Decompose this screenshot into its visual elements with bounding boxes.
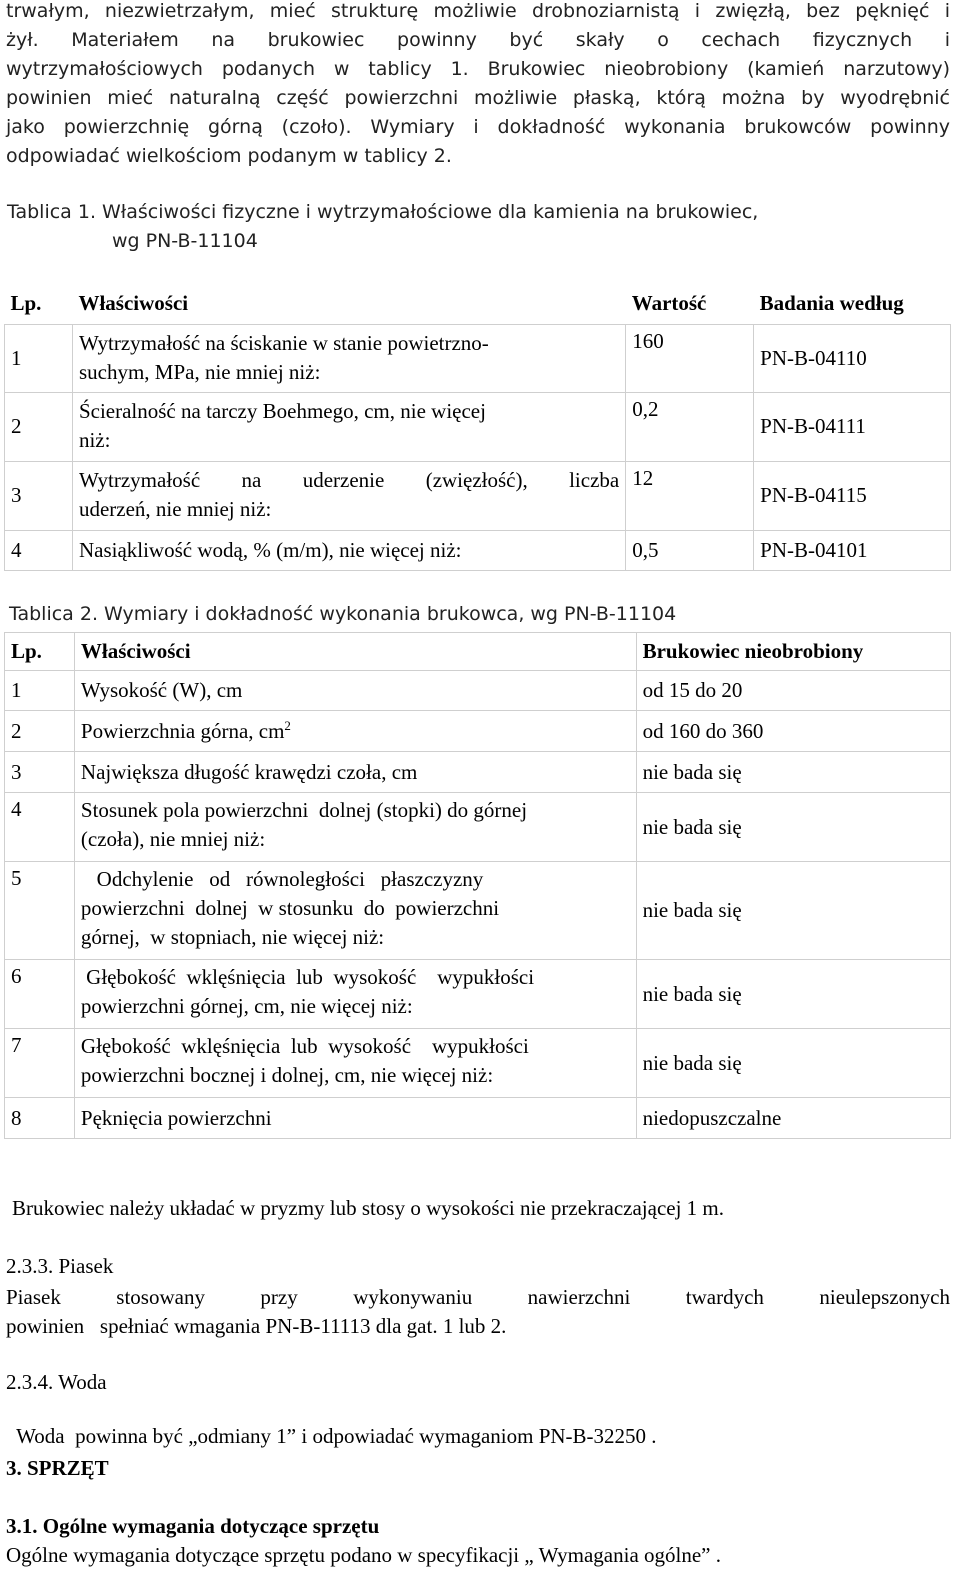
table2-header-row: [5, 633, 951, 671]
table1-norm: PN-B-04115: [754, 461, 951, 530]
table-row: [5, 960, 951, 1029]
sand-line: powinien spełniać wmagania PN-B-11113 dla gat. 1 lub 2.: [6, 1314, 507, 1338]
table-row: [5, 752, 951, 793]
table1-caption-line2: wg PN-B-11104: [112, 230, 258, 252]
table-row: [5, 711, 951, 752]
table2-lp: 5: [5, 862, 75, 960]
table1-prop: [72, 461, 625, 530]
sand-line: Piasek stosowany przy wykonywaniu nawierzchni twardych nieulepszonych: [6, 1285, 950, 1309]
table1-prop-line: uderzeń, nie mniej niż:: [78, 496, 272, 521]
table-row: [5, 862, 951, 960]
table2-value: od 160 do 360: [636, 711, 950, 752]
equipment-text: Ogólne wymagania dotyczące sprzętu podano w specyfikacji „ Wymagania ogólne” .: [6, 1543, 721, 1567]
stacking-note-text: Brukowiec należy układać w pryzmy lub stosy o wysokości nie przekraczającej 1 m.: [12, 1196, 725, 1220]
table2-prop-text: Powierzchnia górna, cm: [80, 718, 285, 743]
table2-header-lp: Lp.: [5, 633, 75, 671]
table2-value: nie bada się: [636, 1029, 950, 1098]
water-heading-text: 2.3.4. Woda: [6, 1370, 107, 1394]
table-row: [5, 671, 951, 711]
intro-line: wytrzymałościowych podanych w tablicy 1. Brukowiec nieobrobiony (kamień narzutowy): [6, 58, 950, 80]
table2-prop-line: Głębokość wklęśnięcia lub wysokość wypukłości: [80, 965, 535, 989]
table1-lp: 2: [5, 392, 73, 461]
table2-lp: 6: [5, 960, 75, 1029]
table1-norm: PN-B-04111: [754, 392, 951, 461]
table2-prop: Pęknięcia powierzchni: [74, 1098, 636, 1139]
equipment-paragraph: [6, 1543, 721, 1568]
table2-value: od 15 do 20: [636, 671, 950, 711]
table1-prop: Nasiąkliwość wodą, % (m/m), nie więcej niż:: [72, 530, 625, 570]
table2: [4, 632, 951, 1139]
table2-prop-line: Odchylenie od równoległości płaszczyzny: [80, 867, 484, 891]
table1-prop-line: Wytrzymałość na ściskanie w stanie powietrzno-: [78, 330, 489, 355]
table2-lp: 3: [5, 752, 75, 793]
table2-prop-line: powierzchni górnej, cm, nie więcej niż:: [80, 994, 413, 1018]
table2-prop-line: Głębokość wklęśnięcia lub wysokość wypukłości: [80, 1034, 529, 1058]
intro-line: powinien mieć naturalną część powierzchni możliwie płaską, którą można by wyodrębnić: [6, 87, 950, 109]
table1-norm: PN-B-04101: [754, 530, 951, 570]
table1-prop-line: Wytrzymałość na uderzenie (zwięzłość), liczba: [78, 467, 620, 492]
table2-header-value: Brukowiec nieobrobiony: [636, 633, 950, 671]
stacking-note: [12, 1196, 724, 1221]
table2-lp: 1: [5, 671, 75, 711]
table2-prop-line: powierzchni bocznej i dolnej, cm, nie więcej niż:: [80, 1063, 494, 1087]
table2-prop: [74, 862, 636, 960]
table1-value: 0,5: [626, 530, 754, 570]
sand-paragraph: [6, 1283, 950, 1341]
table1-caption-line1: Tablica 1. Właściwości fizyczne i wytrzymałościowe dla kamienia na brukowiec,: [7, 201, 759, 223]
table2-prop: [74, 793, 636, 862]
table1-header-prop: Właściwości: [78, 291, 189, 315]
table2-prop-line: Stosunek pola powierzchni dolnej (stopki) do górnej: [80, 798, 528, 822]
intro-line: jako powierzchnię górną (czoło). Wymiary i dokładność wykonania brukowców powinny: [6, 116, 950, 138]
table1-header-norm: Badania według: [759, 291, 904, 315]
table2-value: nie bada się: [636, 752, 950, 793]
table1-caption: [7, 201, 758, 223]
table2-prop-line: górnej, w stopniach, nie więcej niż:: [80, 925, 385, 949]
equipment-subheading-text: 3.1. Ogólne wymagania dotyczące sprzętu: [6, 1514, 380, 1538]
intro-line: trwałym, niezwietrzałym, mieć strukturę możliwie drobnoziarnistą i zwięzłą, bez pęknięć i: [6, 0, 950, 22]
table2-lp: 4: [5, 793, 75, 862]
table2-prop-sup: 2: [284, 717, 291, 733]
intro-line: żył. Materiałem na brukowiec powinny być skały o cechach fizycznych i: [6, 29, 950, 51]
table2-prop: Największa długość krawędzi czoła, cm: [74, 752, 636, 793]
intro-line: odpowiadać wielkościom podanym w tablicy 2.: [6, 145, 452, 167]
table1-lp: 4: [5, 530, 73, 570]
table1-value: 0,2: [626, 392, 754, 461]
table1-norm: PN-B-04110: [754, 324, 951, 392]
table1-header-row: [5, 286, 951, 324]
table1: [4, 286, 951, 571]
table-row: [5, 461, 951, 530]
table1-value: 12: [626, 461, 754, 530]
table1-prop: [72, 324, 625, 392]
equipment-heading: [6, 1456, 109, 1481]
equipment-subheading: [6, 1514, 379, 1539]
table-row: [5, 1098, 951, 1139]
table2-prop-line: powierzchni dolnej w stosunku do powierzchni: [80, 896, 500, 920]
table1-prop: [72, 392, 625, 461]
table1-header-value: Wartość: [631, 291, 707, 315]
table1-prop-line: niż:: [78, 427, 111, 452]
water-paragraph: [6, 1399, 657, 1449]
intro-paragraph: [6, 0, 950, 171]
table2-value: nie bada się: [636, 960, 950, 1029]
table1-lp: 3: [5, 461, 73, 530]
table-row: [5, 530, 951, 570]
water-heading: [6, 1370, 107, 1395]
table2-value: nie bada się: [636, 862, 950, 960]
table2-prop-line: (czoła), nie mniej niż:: [80, 827, 266, 851]
table1-prop-line: Ścieralność na tarczy Boehmego, cm, nie więcej: [78, 398, 486, 423]
table-row: [5, 324, 951, 392]
table2-lp: 8: [5, 1098, 75, 1139]
table2-caption-text: Tablica 2. Wymiary i dokładność wykonania brukowca, wg PN-B-11104: [9, 603, 677, 625]
table1-header-lp: Lp.: [10, 291, 42, 315]
sand-heading: [6, 1254, 113, 1279]
table2-lp: 7: [5, 1029, 75, 1098]
table2-lp: 2: [5, 711, 75, 752]
table1-value: 160: [626, 324, 754, 392]
table2-prop: [74, 711, 636, 752]
table2-header-prop: Właściwości: [74, 633, 636, 671]
table-row: [5, 1029, 951, 1098]
table2-caption: [9, 603, 676, 625]
equipment-heading-text: 3. SPRZĘT: [6, 1456, 109, 1480]
water-text: Woda powinna być „odmiany 1” i odpowiadać wymaganiom PN-B-32250 .: [16, 1424, 657, 1448]
table1-lp: 1: [5, 324, 73, 392]
table2-prop: [74, 960, 636, 1029]
sand-heading-text: 2.3.3. Piasek: [6, 1254, 114, 1278]
table-row: [5, 793, 951, 862]
table1-caption-cont: [112, 230, 258, 252]
table2-value: nie bada się: [636, 793, 950, 862]
table2-prop: [74, 1029, 636, 1098]
table-row: [5, 392, 951, 461]
table2-value: niedopuszczalne: [636, 1098, 950, 1139]
table2-prop: Wysokość (W), cm: [74, 671, 636, 711]
table1-prop-line: suchym, MPa, nie mniej niż:: [78, 359, 321, 384]
